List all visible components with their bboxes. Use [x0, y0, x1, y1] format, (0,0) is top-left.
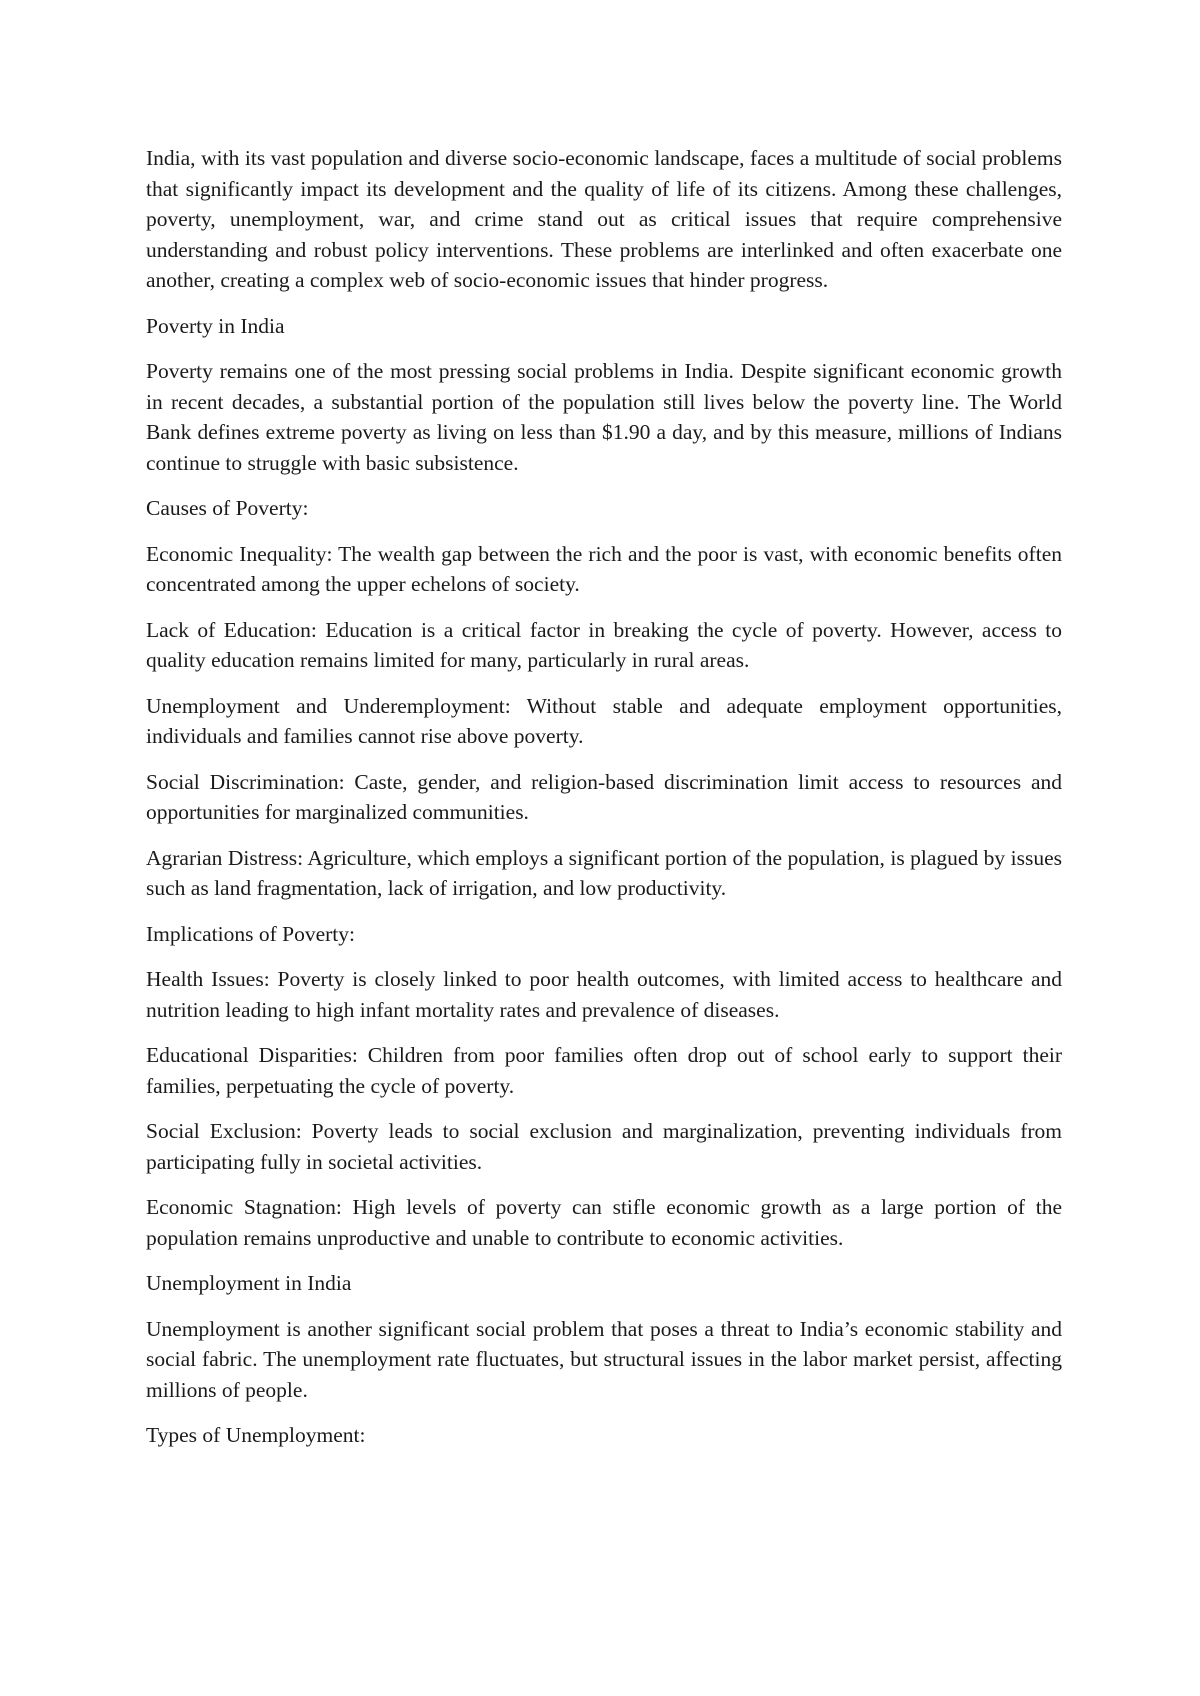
cause-economic-inequality: Economic Inequality: The wealth gap between the rich and the poor is vast, with economic benefits often concentrated among the upper echelons of society.: [146, 541, 1062, 596]
section-heading-unemployment: Unemployment in India: [146, 1271, 352, 1295]
subheading-causes-of-poverty: Causes of Poverty:: [146, 496, 309, 520]
poverty-paragraph: Poverty remains one of the most pressing social problems in India. Despite significant economic growth in recent decades, a substantial portion of the population still lives below the poverty line. The World Bank defines extreme poverty as living on less than $1.90 a day, and by this measure, millions of Indians continue to struggle with basic subsistence.: [146, 359, 1062, 475]
implication-educational-disparities: Educational Disparities: Children from poor families often drop out of school early to support their families, perpetuating the cycle of poverty.: [146, 1043, 1062, 1098]
document-page: [146, 143, 1062, 1466]
cause-social-discrimination: Social Discrimination: Caste, gender, and religion-based discrimination limit access to resources and opportunities for marginalized communities.: [146, 769, 1062, 824]
unemployment-paragraph: Unemployment is another significant social problem that poses a threat to India’s economic stability and social fabric. The unemployment rate fluctuates, but structural issues in the labor market persist, affecting millions of people.: [146, 1316, 1062, 1402]
implication-economic-stagnation: Economic Stagnation: High levels of poverty can stifle economic growth as a large portion of the population remains unproductive and unable to contribute to economic activities.: [146, 1195, 1062, 1250]
subheading-types-of-unemployment: Types of Unemployment:: [146, 1423, 366, 1447]
section-heading-poverty: Poverty in India: [146, 313, 285, 338]
implication-social-exclusion: Social Exclusion: Poverty leads to social exclusion and marginalization, preventing individuals from participating fully in societal activities.: [146, 1119, 1062, 1174]
cause-unemployment: Unemployment and Underemployment: Without stable and adequate employment opportunities, individuals and families cannot rise above poverty.: [146, 693, 1062, 748]
intro-paragraph: India, with its vast population and diverse socio-economic landscape, faces a multitude of social problems that significantly impact its development and the quality of life of its citizens. Among these challenges, poverty, unemployment, war, and crime stand out as critical issues that require comprehensive understanding and robust policy interventions. These problems are interlinked and often exacerbate one another, creating a complex web of socio-economic issues that hinder progress.: [146, 146, 1062, 292]
implication-health-issues: Health Issues: Poverty is closely linked to poor health outcomes, with limited access to healthcare and nutrition leading to high infant mortality rates and prevalence of diseases.: [146, 967, 1062, 1022]
cause-lack-of-education: Lack of Education: Education is a critical factor in breaking the cycle of poverty. However, access to quality education remains limited for many, particularly in rural areas.: [146, 617, 1062, 672]
cause-agrarian-distress: Agrarian Distress: Agriculture, which employs a significant portion of the population, is plagued by issues such as land fragmentation, lack of irrigation, and low productivity.: [146, 845, 1062, 900]
subheading-implications-of-poverty: Implications of Poverty:: [146, 921, 355, 946]
